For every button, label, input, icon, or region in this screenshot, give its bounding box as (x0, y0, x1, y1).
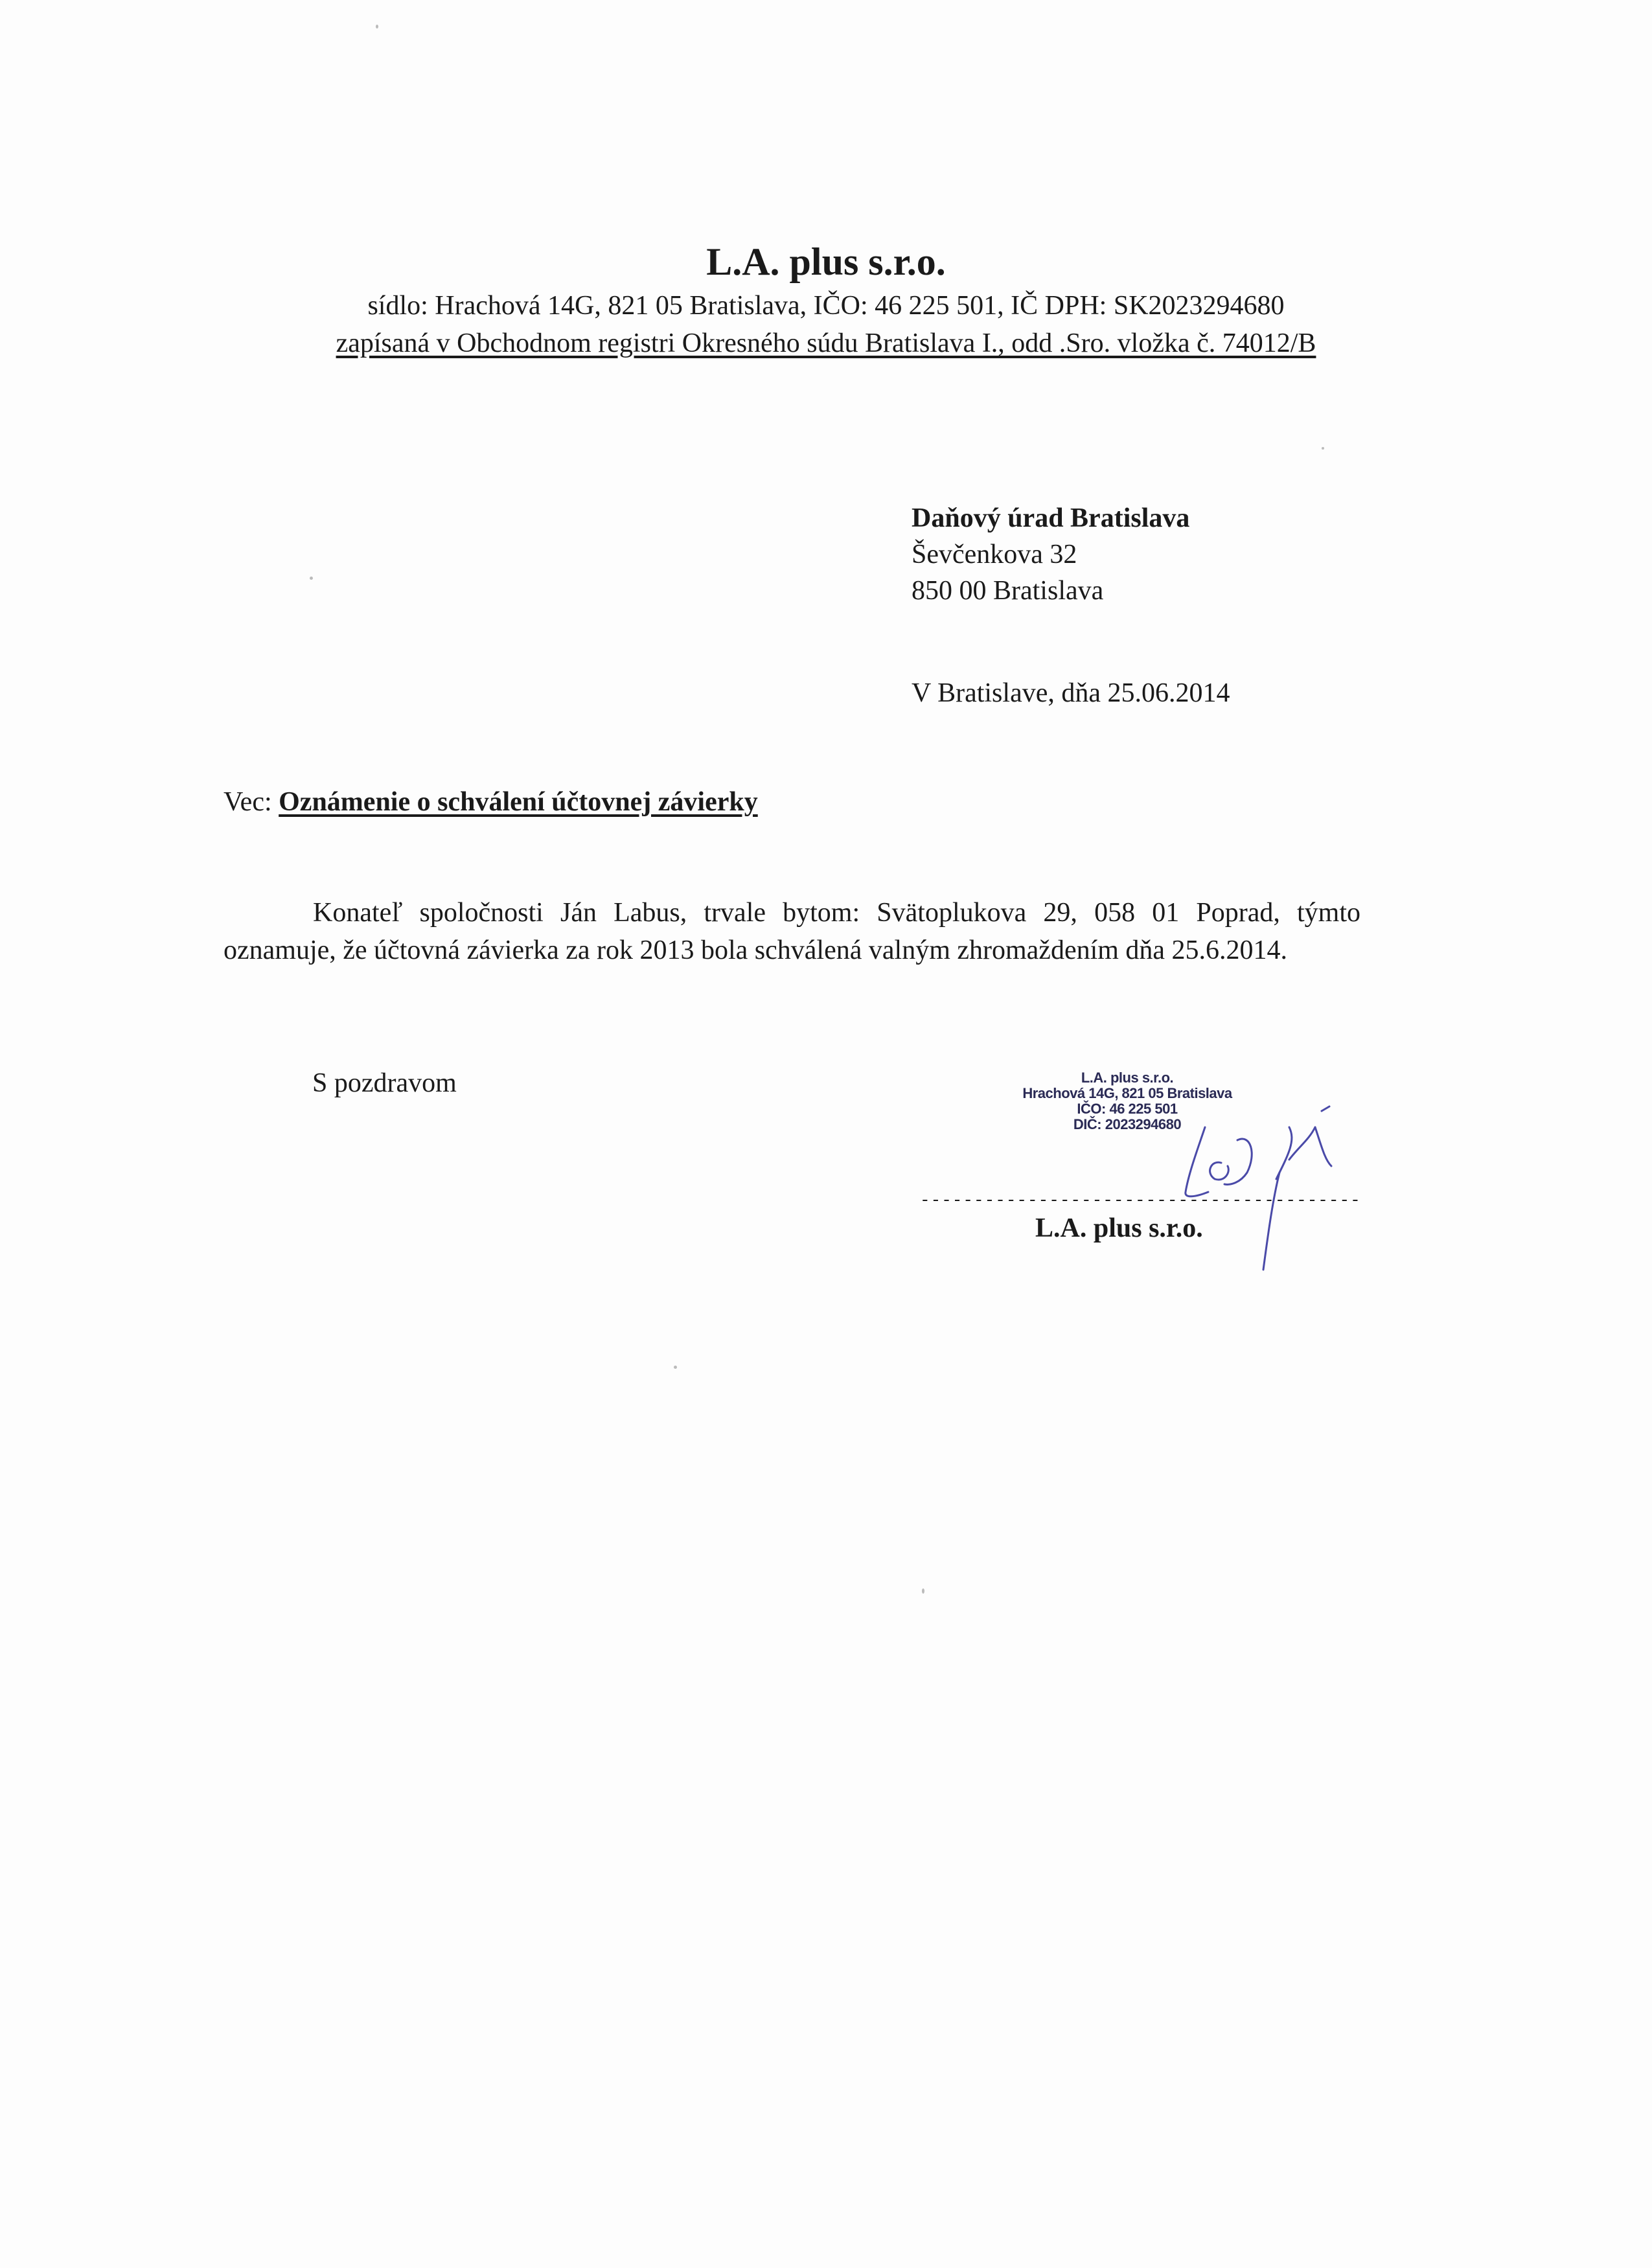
scan-speck (310, 577, 313, 580)
greeting: S pozdravom (312, 1068, 457, 1098)
scan-speck (376, 25, 378, 29)
subject-line (224, 786, 758, 818)
recipient-street: Ševčenkova 32 (912, 540, 1077, 569)
stamp-line-address: Hrachová 14G, 821 05 Bratislava (1022, 1085, 1232, 1101)
recipient-name: Daňový úrad Bratislava (912, 503, 1190, 533)
letter-date: V Bratislave, dňa 25.06.2014 (912, 678, 1230, 708)
stamp-line-company: L.A. plus s.r.o. (1081, 1070, 1174, 1086)
recipient-city: 850 00 Bratislava (912, 576, 1104, 606)
scan-speck (674, 1366, 677, 1369)
stamp-line-ico: IČO: 46 225 501 (1077, 1101, 1178, 1117)
scan-speck (1322, 447, 1324, 450)
scan-speck (922, 1588, 924, 1594)
subject-prefix: Vec: (224, 787, 272, 817)
signatory-name: L.A. plus s.r.o. (1035, 1213, 1203, 1243)
signature-line: ----------------------------------------- (920, 1191, 1361, 1210)
body-paragraph: Konateľ spoločnosti Ján Labus, trvale bytom: Svätoplukova 29, 058 01 Poprad, týmto oznamuje, že účtovná závierka za rok 2013 bola schválená valným zhromaždením dňa 25.6.2014. (224, 898, 1360, 965)
company-registry: zapísaná v Obchodnom registri Okresného súdu Bratislava I., odd .Sro. vložka č. 74012/B (336, 328, 1316, 358)
company-name: L.A. plus s.r.o. (706, 240, 946, 283)
stamp-line-dic: DIČ: 2023294680 (1073, 1116, 1182, 1132)
subject-title: Oznámenie o schválení účtovnej závierky (279, 787, 758, 817)
company-address: sídlo: Hrachová 14G, 821 05 Bratislava, IČO: 46 225 501, IČ DPH: SK2023294680 (367, 291, 1285, 321)
handwritten-signature (1160, 1101, 1380, 1276)
